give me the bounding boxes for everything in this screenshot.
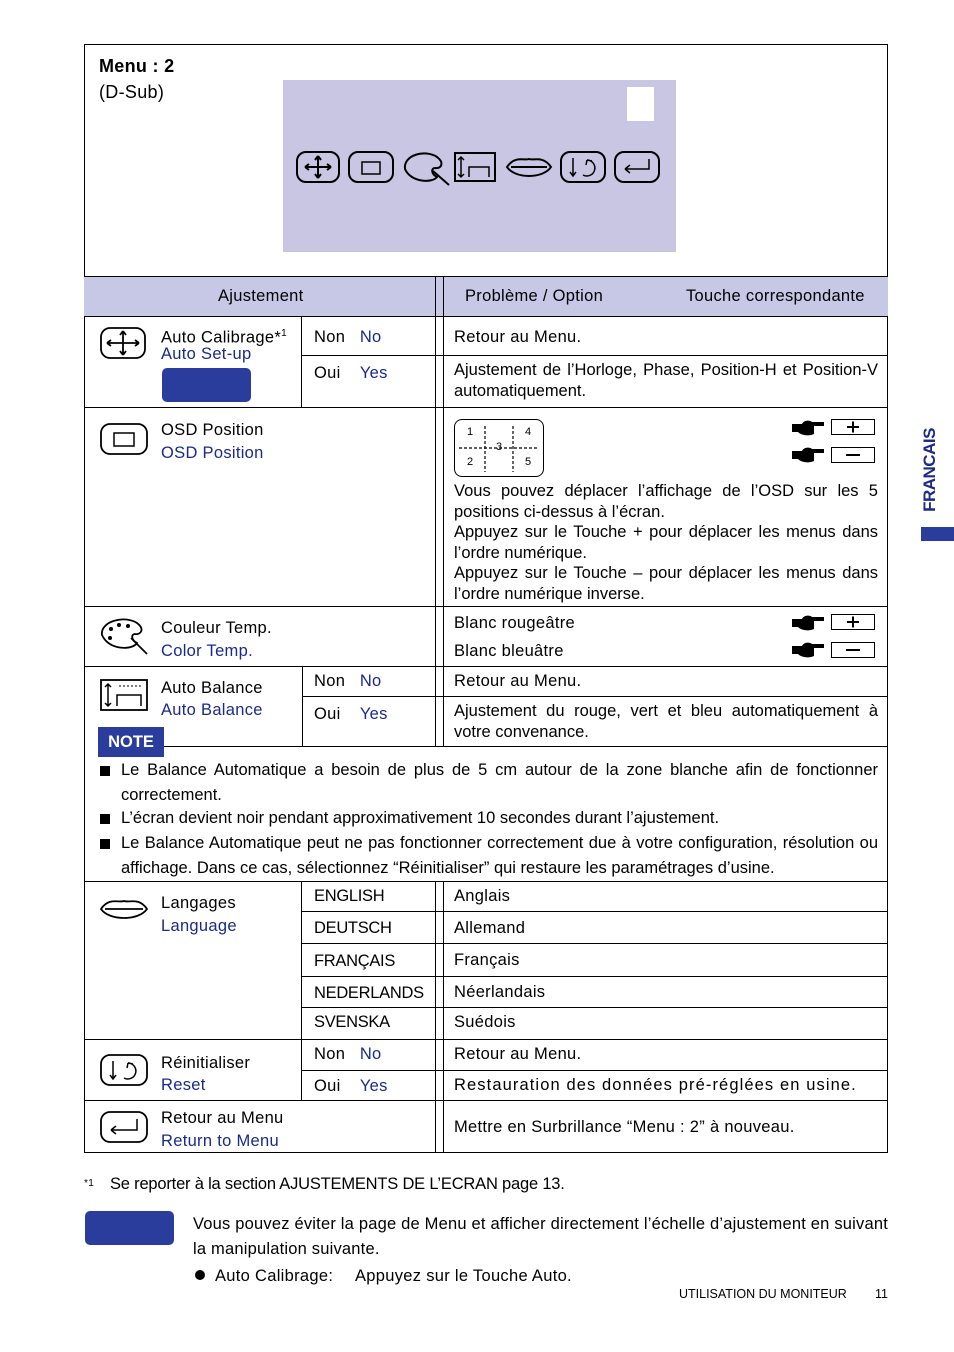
- side-tab: FRANCAIS: [920, 428, 939, 512]
- auto-calibrage-desc-oui: Ajustement de l’Horloge, Phase, Position-H et Position-V automatiquement.: [454, 361, 878, 400]
- language-name-francais: Français: [454, 951, 520, 969]
- langages-label: Langages: [161, 894, 236, 912]
- side-tab-marker: [921, 527, 954, 541]
- auto-button[interactable]: [162, 368, 251, 402]
- osd-preview: [283, 80, 676, 252]
- note-item-1: Le Balance Automatique a besoin de plus de 5 cm autour de la zone blanche afin de fonctionner correctement.: [121, 761, 878, 804]
- osd-position-label-en: OSD Position: [161, 444, 264, 462]
- language-name-nederlands: Néerlandais: [454, 983, 546, 1001]
- auto-calibrage-oui[interactable]: Oui Yes: [314, 364, 388, 382]
- return-label: Return to Menu: [161, 1132, 279, 1150]
- auto-balance-label: Auto Balance: [161, 679, 263, 697]
- tip-bullet-label: Auto Calibrage:: [215, 1267, 334, 1285]
- minus-key-icon[interactable]: [831, 642, 875, 658]
- position-1: 1: [467, 426, 474, 438]
- reset-desc-non: Retour au Menu.: [454, 1045, 582, 1063]
- reinitialiser-label: Réinitialiser: [161, 1054, 251, 1072]
- page-footer-section: UTILISATION DU MONITEUR: [679, 1287, 847, 1301]
- reset-non[interactable]: Non No: [314, 1045, 382, 1063]
- couleur-temp-opt1: Blanc rougeâtre: [454, 614, 575, 632]
- tip-bullet-text: Appuyez sur le Touche Auto.: [355, 1267, 572, 1285]
- note-bullet-icon: [100, 811, 110, 829]
- couleur-temp-opt2: Blanc bleuâtre: [454, 642, 564, 660]
- pointing-hand-icon: [790, 640, 826, 660]
- auto-balance-icon: [99, 678, 149, 712]
- auto-balance-oui[interactable]: Oui Yes: [314, 705, 388, 723]
- note-item-3: Le Balance Automatique peut ne pas fonctionner correctement due à votre configuration, résolution ou affichage. Dans ce cas, sélectionnez “Réinitialiser” qui restaure les paramétrages d’usine.: [121, 834, 878, 877]
- auto-calibrage-desc-non: Retour au Menu.: [454, 328, 582, 346]
- osd-position-label: OSD Position: [161, 421, 264, 439]
- auto-balance-non[interactable]: Non No: [314, 672, 382, 690]
- auto-calibrage-label: Auto Calibrage*$^1$: [161, 328, 287, 347]
- return-icon: [99, 1110, 149, 1144]
- language-option-francais[interactable]: FRANÇAIS: [314, 952, 396, 970]
- couleur-temp-label: Couleur Temp.: [161, 619, 272, 637]
- auto-setup-label: Auto Set-up: [161, 345, 252, 363]
- language-option-english[interactable]: ENGLISH: [314, 887, 385, 905]
- osd-position-desc3: Appuyez sur le Touche – pour déplacer les menus dans l’ordre numérique inverse.: [454, 564, 878, 603]
- page-number: 11: [875, 1287, 888, 1301]
- osd-position-desc2: Appuyez sur le Touche + pour déplacer les menus dans l’ordre numérique.: [454, 523, 878, 562]
- pointing-hand-icon: [790, 445, 826, 465]
- minus-key-icon[interactable]: [831, 447, 875, 463]
- header-ajustement: Ajustement: [218, 287, 304, 305]
- header-touche: Touche correspondante: [686, 287, 865, 305]
- note-bullet-icon: [100, 763, 110, 781]
- menu-title: Menu : 2: [99, 56, 175, 76]
- osd-position-diagram: [454, 419, 544, 477]
- reset-oui[interactable]: Oui Yes: [314, 1077, 388, 1095]
- language-option-svenska[interactable]: SVENSKA: [314, 1013, 390, 1031]
- auto-calibrage-non[interactable]: Non No: [314, 328, 382, 346]
- footnote-mark: *1: [84, 1178, 95, 1189]
- auto-balance-desc-oui: Ajustement du rouge, vert et bleu automatiquement à votre convenance.: [454, 702, 878, 741]
- auto-balance-label-en: Auto Balance: [161, 701, 263, 719]
- tip-badge: [85, 1211, 174, 1245]
- language-label: Language: [161, 917, 237, 935]
- note-bullet-icon: [100, 836, 110, 854]
- plus-key-icon[interactable]: [831, 614, 875, 630]
- language-icon: [99, 893, 149, 925]
- reset-desc-oui: Restauration des données pré-réglées en usine.: [454, 1076, 857, 1094]
- position-4: 4: [525, 426, 532, 438]
- language-name-svenska: Suédois: [454, 1013, 516, 1031]
- osd-position-icon: [99, 422, 149, 456]
- plus-key-icon[interactable]: [831, 419, 875, 435]
- footnote-text: Se reporter à la section AJUSTEMENTS DE L’ECRAN page 13.: [110, 1175, 565, 1193]
- note-badge: NOTE: [98, 727, 164, 757]
- auto-balance-desc-non: Retour au Menu.: [454, 672, 582, 690]
- language-option-nederlands[interactable]: NEDERLANDS: [314, 984, 424, 1002]
- position-3: 3: [496, 441, 503, 453]
- header-probleme: Problème / Option: [465, 287, 604, 305]
- retour-desc: Mettre en Surbrillance “Menu : 2” à nouveau.: [454, 1118, 795, 1136]
- reset-icon: [99, 1053, 149, 1087]
- auto-setup-icon: [99, 326, 147, 360]
- language-option-deutsch[interactable]: DEUTSCH: [314, 919, 392, 937]
- color-temp-icon: [99, 617, 151, 657]
- tip-text: Vous pouvez éviter la page de Menu et afficher directement l’échelle d’ajustement en suivant la manipulation suivante.: [193, 1215, 889, 1258]
- tip-bullet-icon: [195, 1270, 205, 1280]
- note-item-2: L’écran devient noir pendant approximativement 10 secondes durant l’ajustement.: [121, 809, 720, 827]
- pointing-hand-icon: [790, 613, 826, 633]
- osd-position-desc1: Vous pouvez déplacer l’affichage de l’OSD sur les 5 positions ci-dessus à l’écran.: [454, 482, 878, 521]
- color-temp-label: Color Temp.: [161, 642, 253, 660]
- language-name-deutsch: Allemand: [454, 919, 526, 937]
- osd-preview-marker: [627, 87, 654, 121]
- osd-icon-bar: [295, 147, 665, 187]
- position-5: 5: [525, 456, 532, 468]
- reset-label: Reset: [161, 1076, 206, 1094]
- pointing-hand-icon: [790, 418, 826, 438]
- language-name-english: Anglais: [454, 887, 511, 905]
- position-2: 2: [467, 456, 474, 468]
- retour-label: Retour au Menu: [161, 1109, 284, 1127]
- menu-subtitle: (D-Sub): [99, 82, 165, 102]
